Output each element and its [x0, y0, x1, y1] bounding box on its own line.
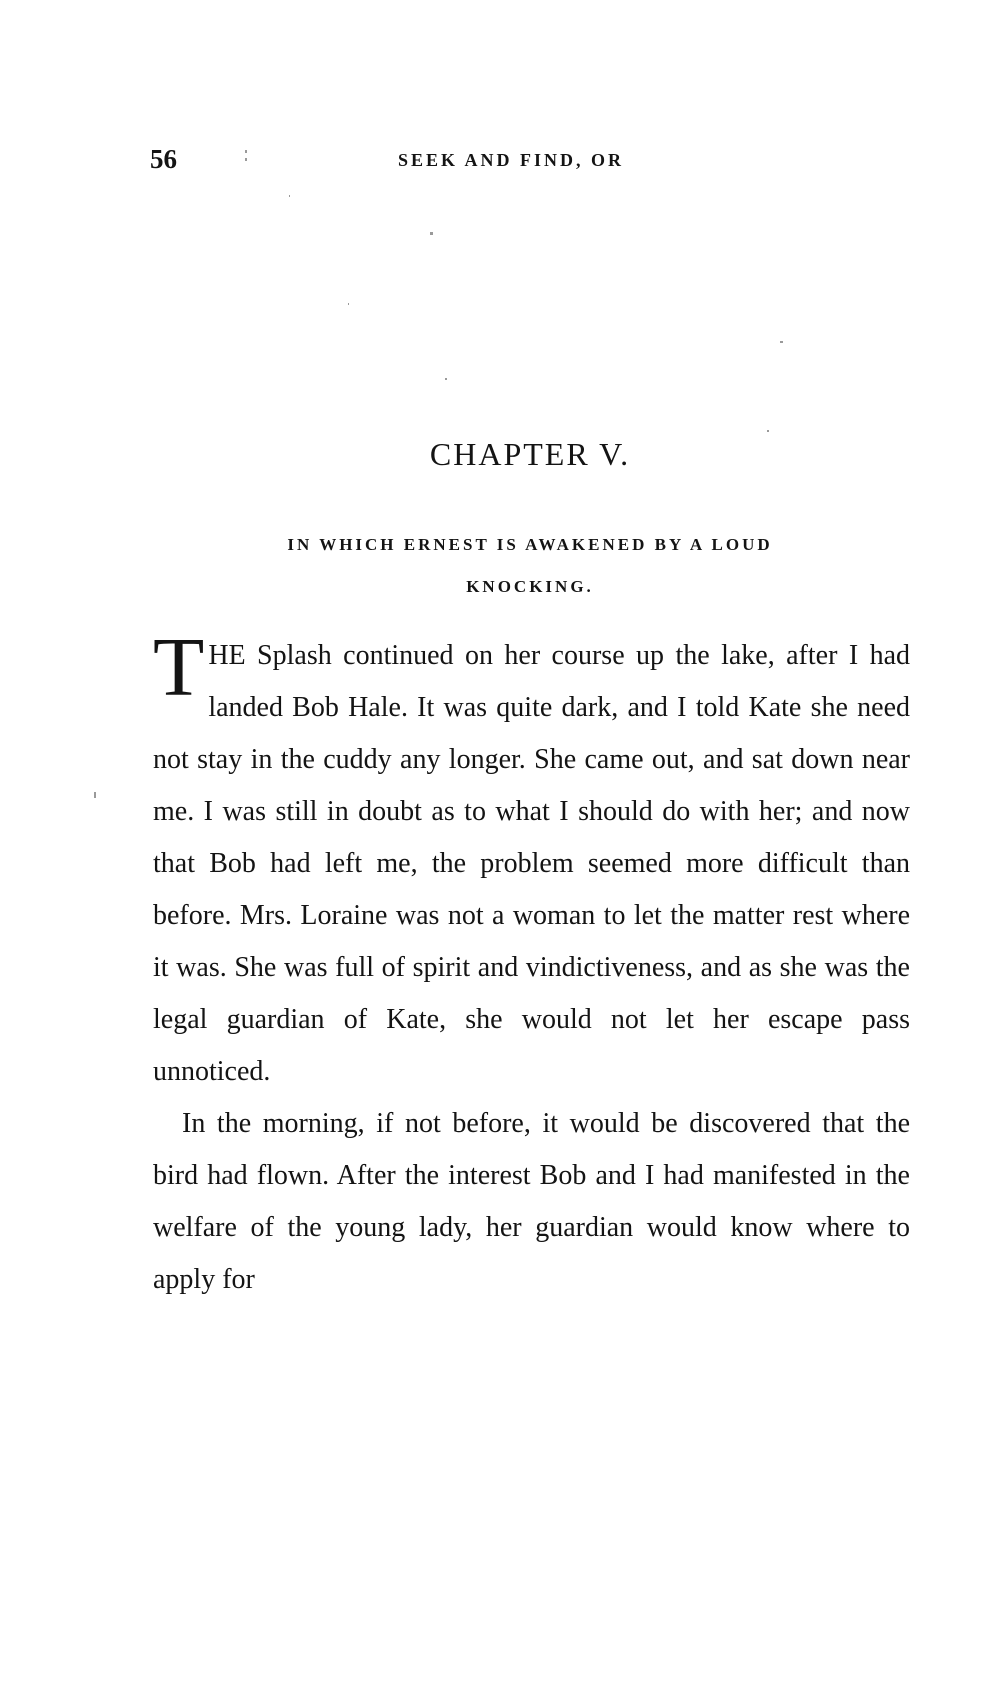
speck: [289, 195, 290, 197]
chapter-subtitle-line: KNOCKING.: [466, 577, 594, 596]
chapter-subtitle-line: IN WHICH ERNEST IS AWAKENED BY A LOUD: [287, 535, 773, 554]
body-text: [153, 621, 910, 1306]
speck: [348, 303, 349, 305]
paragraph-text: In the morning, if not before, it would be discovered that the bird had flown. After the interest Bob and I had manifested in the welfare of the young lady, her guardian would know where to apply for: [153, 1108, 910, 1295]
drop-cap: T: [153, 621, 205, 714]
speck: [445, 378, 447, 380]
speck: [94, 792, 96, 798]
speck: [245, 150, 247, 153]
speck: [245, 158, 247, 161]
paragraph: [153, 1098, 910, 1306]
paragraph: [153, 621, 910, 1098]
page-number: 56: [150, 144, 177, 174]
speck: [767, 430, 769, 432]
chapter-title: CHAPTER V.: [429, 436, 631, 472]
speck: [430, 232, 433, 235]
running-title: SEEK AND FIND, OR: [398, 150, 625, 170]
chapter-subtitle: [150, 524, 910, 608]
running-head: [150, 144, 910, 178]
speck: [780, 341, 783, 343]
paragraph-text: HE Splash continued on her course up the lake, after I had landed Bob Hale. It was quite dark, and I told Kate she need not stay in the cuddy any longer. She came out, and sat down near me. I was still in doubt as to what I should do with her; and now that Bob had left me, the problem seemed more difficult than before. Mrs. Loraine was not a woman to let the matter rest where it was. She was full of spirit and vindictiveness, and as she was the legal guardian of Kate, she would not let her escape pass unnoticed.: [153, 640, 910, 1087]
